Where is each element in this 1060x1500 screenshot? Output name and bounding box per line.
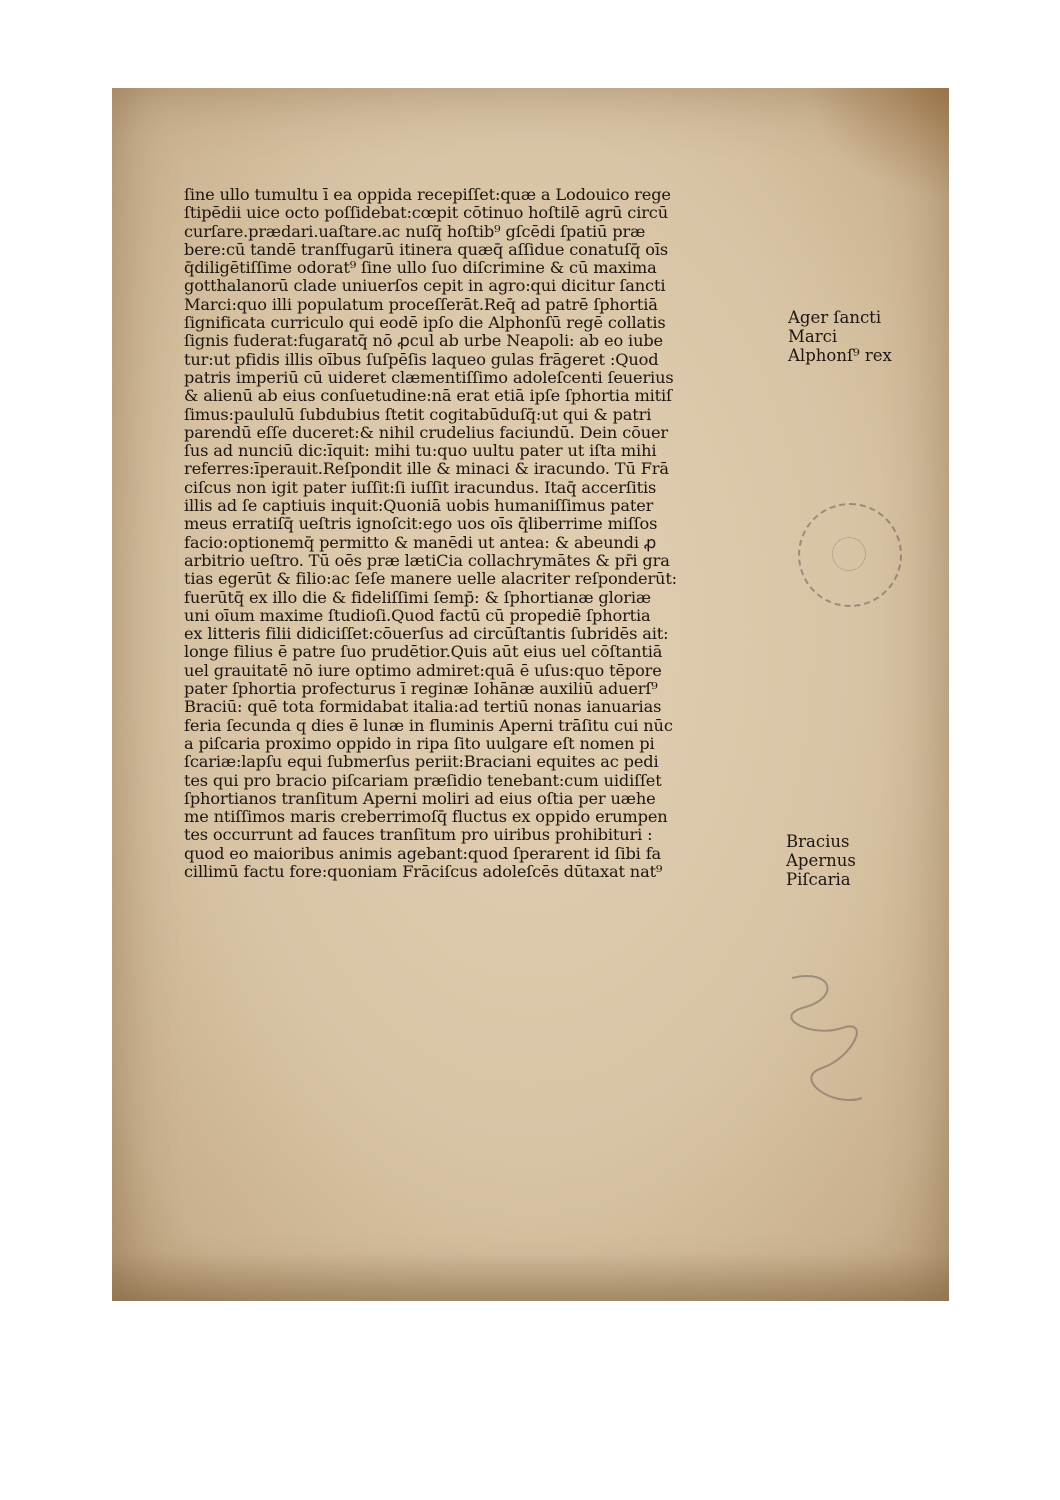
main-text-block — [184, 186, 802, 881]
text-line: patris imperiū cū uideret clæmentiſſimo adoleſcenti ſeuerius — [184, 368, 674, 387]
text-line: illis ad ſe captiuis inquit:Quoniā uobis humaniſſimus pater — [184, 497, 654, 516]
margin-note: Apernus — [786, 851, 856, 870]
margin-note: Piſcaria — [786, 870, 851, 889]
ink-flourish — [772, 958, 882, 1118]
text-line: quod eo maioribus animis agebant:quod ſperarent id ſibi fa — [184, 844, 662, 863]
text-line: parendū eſſe duceret:& nihil crudelius faciundū. Dein cōuer — [184, 423, 668, 442]
text-line: ſtipēdii uice octo poſſidebat:cœpit cōtinuo hoſtilē agrū circū — [184, 204, 669, 223]
text-line: facio:optionemq̄ permitto & manēdi ut antea: & abeundi ꝓ — [184, 533, 657, 552]
text-line: tes qui pro bracio piſcariam præſidio tenebant:cum uidiſſet — [184, 771, 662, 790]
margin-note: Bracius — [786, 832, 850, 851]
margin-note: Ager ſancti — [788, 308, 882, 327]
text-line: ſcariæ:lapſu equi ſubmerſus periit:Braciani equites ac pedi — [184, 753, 659, 772]
text-line: gotthalanorū clade uniuerſos cepit in agro:qui dicitur ſancti — [184, 277, 666, 296]
margin-note: Alphonſ⁹ rex — [788, 346, 892, 365]
text-line: longe filius ē patre ſuo prudētior.Quis aūt eius uel cōſtantiā — [184, 643, 663, 662]
text-line: ſignificata curriculo qui eodē ipſo die Alphonſū regē collatis — [184, 314, 666, 333]
text-line: ſimus:paululū ſubdubius ſtetit cogitabūduſq̄:ut qui & patri — [184, 405, 652, 424]
margin-notes-bottom — [786, 832, 856, 889]
margin-note: Marci — [788, 327, 838, 346]
text-line: q̄diligētiſſime odorat⁹ ſine ullo ſuo diſcrimine & cū maxima — [184, 259, 657, 278]
text-line: tes occurrunt ad fauces tranſitum pro uiribus prohibituri : — [184, 826, 653, 845]
text-line: pater ſphortia profecturus ī reginæ Iohānæ auxiliū aduerſ⁹ — [184, 680, 658, 699]
text-line: curſare.prædari.uaſtare.ac nuſq̄ hoſtib⁹ gſcēdi ſpatiū præ — [184, 222, 646, 241]
text-line: tias egerūt & filio:ac ſeſe manere uelle alacriter reſponderūt: — [184, 570, 677, 589]
text-line: referres:īperauit.Reſpondit ille & minaci & iracundo. Tū Frā — [184, 460, 669, 479]
text-line: feria ſecunda q dies ē lunæ in fluminis Aperni trāſitu cui nūc — [184, 716, 673, 735]
text-line: uel grauitatē nō iure optimo admiret:quā ē uſus:quo tēpore — [184, 661, 662, 680]
text-line: cillimū factu fore:quoniam Frāciſcus adoleſcēs dūtaxat nat⁹ — [184, 862, 663, 881]
text-line: Braciū: quē tota formidabat italia:ad tertiū nonas ianuarias — [184, 698, 662, 717]
text-line: meus erratiſq̄ ueſtris ignoſcit:ego uos oīs q̄liberrime miſſos — [184, 515, 658, 534]
text-line: Marci:quo illi populatum proceſſerāt.Req̄ ad patrē ſphortiā — [184, 295, 658, 314]
text-line: ciſcus non igit pater iuſſit:ſi iuſſit iracundus. Itaq̄ accerſitis — [184, 478, 657, 497]
text-line: ſus ad nunciū dic:īquit: mihi tu:quo uultu pater ut iſta mihi — [184, 442, 657, 461]
text-line: ſine ullo tumultu ī ea oppida recepiſſet:quæ a Lodouico rege — [184, 186, 671, 204]
text-line: me ntiſſimos maris creberrimoſq̄ fluctus ex oppido erumpen — [184, 808, 668, 827]
text-line: arbitrio ueſtro. Tū oēs præ lætiCia collachrymātes & pr̄i gra — [184, 551, 670, 570]
text-line: ſphortianos tranſitum Aperni moliri ad eius oſtia per uæhe — [184, 789, 656, 808]
text-line: ſignis fuderat:fugaratq̄ nō ꝓcul ab urbe Neapoli: ab eo iube — [184, 332, 663, 351]
library-stamp — [798, 503, 902, 607]
scanned-page — [112, 88, 949, 1301]
text-line: & alienū ab eius conſuetudine:nā erat etiā ipſe ſphortia mitiſ — [184, 387, 672, 406]
text-line: bere:cū tandē tranſfugarū itinera quæq̄ aſſidue conatuſq̄ oīs — [184, 240, 668, 259]
text-line: a piſcaria proximo oppido in ripa ſito uulgare eſt nomen pi — [184, 734, 655, 753]
text-line: fuerūtq̄ ex illo die & fideliſſimi ſemp̄: & ſphortianæ gloriæ — [184, 588, 651, 607]
text-line: uni oīum maxime ſtudioſi.Quod factū cū propediē ſphortia — [184, 606, 651, 625]
margin-notes-top — [788, 308, 892, 365]
text-line: tur:ut pfidis illis oībus ſuſpēſis laqueo gulas frāgeret :Quod — [184, 350, 659, 369]
text-line: ex litteris filii didiciſſet:cōuerſus ad circūſtantis ſubridēs ait: — [184, 625, 669, 644]
